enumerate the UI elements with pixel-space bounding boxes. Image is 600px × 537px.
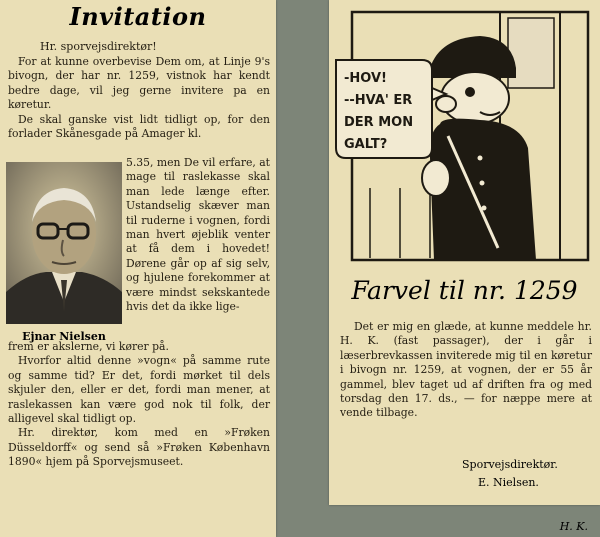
speech-line-2: --HVA' ER (344, 93, 413, 108)
farvel-body: Det er mig en glæde, at kunne meddele hr. H. K. (fast passager), der i går i læserbrevkassen inviterede mig til en køretur i bivogn nr. 1259, at vognen, der er 55 år gammel, blev taget ud af driften fra og med torsdag den 17. ds., — for næppe mere at vende tilbage. (340, 320, 592, 420)
salutation: Hr. sporvejsdirektør! (40, 40, 157, 53)
paragraph-2-top: De skal ganske vist lidt tidligt op, for den forlader Skånesgade på Amager kl. (8, 113, 270, 141)
portrait-photo (6, 162, 122, 324)
intro-paragraph: For at kunne overbevise Dem om, at Linje 9's bivogn, der har nr. 1259, vistnok har kendt bedre dage, vil jeg gerne invitere pa en køretur. (8, 55, 270, 112)
farvel-title: Farvel til nr. 1259 (351, 276, 578, 305)
speech-line-1: -HOV! (344, 71, 387, 86)
photo-caption: Ejnar Nielsen (22, 330, 106, 343)
cartoon-conductor (330, 8, 596, 270)
signoff-initials: H. K. (559, 520, 588, 533)
paragraph-3: frem er akslerne, vi kører på. Hvorfor altid denne »vogn« på samme rute og samme tid? Er det, fordi mørket til dels skjuler den, eller er det, fordi man mener, at raslekassen kan være god nok til folk, der alligevel skal tidligt op. Hr. direktør, kom med en »Frøken Düsseldorff« og send så »Frøken København 1890« hjem på Sporvejsmuseet. (8, 340, 270, 469)
speech-line-4: GALT? (344, 137, 388, 152)
paragraph-2-wrap: 5.35, men De vil erfare, at mage til raslekasse skal man lede længe efter. Ustandselig skæver man til ruderne i vognen, fordi man hvert øjeblik venter at få dem i hovedet! Dørene går op af sig selv, og hjulene forekommer at være mindst sekskantede hvis det da ikke lige- (126, 156, 271, 314)
speech-line-3: DER MON (344, 115, 414, 130)
invitation-title: Invitation (69, 2, 207, 31)
signature-name: E. Nielsen. (478, 476, 539, 489)
signature-title: Sporvejsdirektør. (462, 458, 558, 471)
